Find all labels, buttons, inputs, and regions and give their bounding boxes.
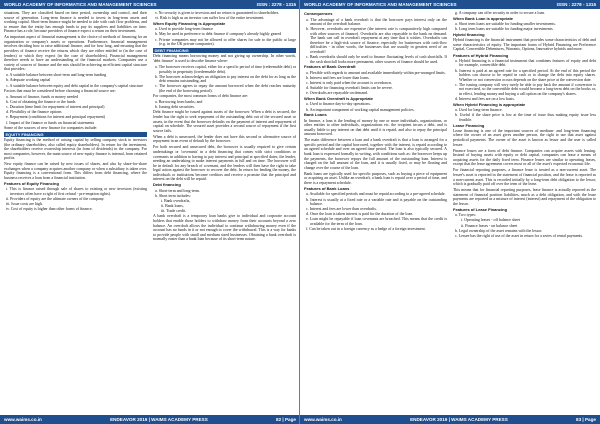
list-item: e. Overdrafts are repayable on demand. (306, 90, 368, 96)
page-number: 82 | Page (276, 417, 296, 422)
list-item: vi. Risk is high as an investor can suffer loss of the entire investment. (155, 15, 265, 21)
subheading: Features of Bank Loans (304, 186, 350, 192)
text-column (304, 11, 447, 413)
issn: ISSN : 2278 - 1315 (556, 2, 596, 7)
paragraph: Finance leases are a form of debt finance. Companies can acquire assets with leasing. Instead of buying assets with equity or debt capital, companies can lease a means of acquiring assets for the daily fixed term. Finance leases are similar to operating leases, except that the lease agreement covers most or all of the asset's expected economic life. (453, 147, 596, 167)
paragraph: In finance, a loan is the lending of money by one or more individuals, organizations, or other entities to other individuals, organizations etc. the recipient incurs a debt, and is usually liable to pay interest on that debt until it is repaid, and also to repay the principal amount borrowed. (304, 117, 447, 137)
list-item: e. Repayment (conditions for interest and principal repayment) (6, 114, 106, 120)
list-item: b. The borrower acknowledges an obligation to pay interest on the debt for as long as the debt remains outstanding, and (155, 73, 296, 84)
text-column (453, 11, 596, 413)
subheading: Debt financing (153, 182, 181, 188)
list-item: a. Available for specified periods and must be repaid according to a pre-agreed schedule. (306, 191, 446, 197)
list-item: a. Used for long-term finance. (455, 107, 503, 113)
footer-website[interactable]: www.waims.co.in (4, 417, 42, 422)
paragraph: A bank overdraft is a temporary loan banks give to individual and corporate account holders that enable those holders to withdraw money from their accounts beyond a zero balance. An overdraft allows the individual to continue withdrawing money even if the account has no funds in it or not enough to cover the withdrawal. This is a way for banks to provide people with small and medium sized businesses. Obtaining a bank overdraft is normally easier than a bank loan because of its short-term nature. (153, 213, 296, 242)
paragraph: Bank loans are typically used for specific purposes, such as buying a piece of equipment or acquiring an asset. Unlike an overdraft, a bank loan is repaid over a period of time, and there is a repayment schedule. (304, 170, 447, 185)
list-item: iii. Issue costs are high. (6, 201, 43, 207)
list-item: ii. Providers of equity are the ultimate owners of the company. (6, 196, 105, 202)
subheading: When Hybrid Financing is appropriate (453, 101, 526, 107)
list-item: c. Lessee has the right of use of the asset in return for a series of rental payments. (455, 232, 584, 238)
journal-title: WORLD ACADEMY OF INFORMATICS AND MANAGEMENT SCIENCES (304, 2, 457, 7)
subheading: Hybrid financing (453, 31, 485, 37)
paragraph: situations. They are classified based on time period, ownership and control, and their source of generation. Long-term finance is needed to invest in long-term assets and working capital. Short-term finance might be needed to tide with cash flow problems, and to ensure that the entity has enough funds to pay its suppliers and liabilities on time. Finance has a role, because providers of finance expect a return on their investment. (4, 11, 147, 34)
list-item: c. Interest is only paid when the account is overdrawn. (306, 80, 392, 85)
list-item: a. Two types: (455, 212, 476, 218)
list-item: c. The issuing company will very rarely be able to pay back the amount if conversion is not exercised, so the convertible debt would become a long-term debt on the books or, in effect, lending money and buying a call option on the company's shares. (455, 81, 596, 96)
list-item: a. Amount of finance, funds or money needed (6, 93, 79, 99)
list-item: b. Cost of obtaining the finance or the funds (6, 99, 76, 104)
page-header (300, 0, 600, 9)
list-item: b. Legal ownership of the asset remains with the lessor. (455, 227, 543, 233)
paragraph: Debt financing means borrowing money and not giving up ownership. In other words, 'debt finance' is used to describe finance where: (153, 53, 296, 63)
list-item: b. Interest is usually at a fixed rate or a variable rate and is payable on the outstanding balance. (306, 196, 447, 207)
subheading: When Equity Financing is Appropriate (153, 20, 226, 26)
paragraph: Hybrid financing is the financial instrument that provides some characteristics of debt and some characteristics of equity. The important forms of Hybrid Financing are Preference Capital, Convertible Debentures, Warrants, Options, Innovative hybrids and more. (453, 37, 596, 52)
list-item: a. The borrower receives capital, either for a specific period of time (redeemable debt) or possibly in perpetuity (irredeemable debt). (155, 63, 296, 74)
list-item: a. Flexible with regards to amount and available immediately within pre-arranged limits. (306, 69, 446, 75)
issn: ISSN : 2278 - 1315 (256, 2, 296, 7)
list-item: a. A suitable balance between short-term and long-term funding (6, 72, 107, 78)
list-item: d. Suitable for financing overdraft limits can be severe. (306, 85, 393, 91)
subheading: When Bank Overdraft is Appropriate (304, 96, 373, 102)
subheading: Features of Bank Overdraft (304, 64, 356, 70)
list-item: c. Interest and fees are lower than overdrafts. (306, 206, 377, 212)
list-item: v. No security is given to investors and no return is guaranteed to shareholders. (155, 11, 280, 15)
list-item: b. Interest and fees are lower than loans. (306, 74, 370, 80)
list-item: b. Short term includes: (155, 192, 191, 198)
paragraph: For companies, the most common forms of debt finance are: (153, 93, 249, 99)
footer-center-text: ENDEAVOR 2019 | WAIMS ACADEMY PRESS (110, 417, 208, 422)
list-item: d. Interest and fees are on a low basis. (455, 96, 515, 102)
paragraph: Equity financing is the method of raising capital by selling company stock to investors (the ordinary shareholders, also called equity shareholders). In return for the investment, the shareholders receive ownership interests (in form of dividends) in the company. For most companies, however, the main source of new equity finance is internal, from retained profits. (4, 137, 147, 161)
paragraph: Factors that must be considered before choosing a financial source are: (4, 87, 116, 93)
list-item: i. Bank overdrafts, (161, 198, 191, 204)
list-item: a. Borrowing from banks; and (155, 99, 203, 105)
list-item: b. Useful if the share price is low at the time of issue thus making equity issue less feasible. (455, 112, 596, 122)
list-item: i. This is finance raised through sale of shares to existing or new investors (existing investors often have a right of first refusal - pre-emption rights). (6, 186, 147, 197)
page-columns (304, 11, 596, 413)
paragraph: An important aspect of financial management is the choice of methods of financing for an organization or company's assets or operations. Furthermore, financial management involves deciding how to raise additional finance, and for how long, and ensuring that the providers of finance receive the returns which they are either entitled to (in the case of lenders) or which they expect (in the case of shareholders). Financial management therefore needs to have an understanding of the financial markets. Companies use a variety of sources of finance and the mix should be achieving an efficient capital structure that provides: (4, 34, 147, 72)
paragraph: This means that for financial reporting purposes, lease finance is actually reported as the statement of financial position liabilities, much as a debt obligation, and with the lease payments are reported as a mixture of interest (interest) and repayment of the obligation to the lessor. (453, 187, 596, 206)
list-item: c. Private companies may not be allowed to offer shares for sale to the public at large (e.g. in the UK private companies). (155, 36, 296, 47)
list-item: b. May be used in preference to debt finance if company's already highly geared (155, 31, 282, 37)
paragraph: Some of the sources of new finance for companies include: (4, 124, 98, 130)
paragraph: Debt finance might be issued against assets of the borrower. When a debt is secured, the lender has the right to seek repayment of the outstanding debt out of the secured asset or assets, in the event that the borrower defaults on the payment of interest and repayment of capital on schedule. The secured asset provides a second source of repayment if the first source fails. (153, 109, 296, 133)
subheading: Features of Equity Financing (4, 181, 59, 187)
paragraph: Lease financing is one of the important sources of medium- and long-term financing where the owner of an asset gives another person, the right to use that asset against periodical payments. The owner of the asset is known as lessor and the user is called lessee. (453, 127, 596, 147)
page-number: 83 | Page (576, 417, 596, 422)
list-item: d. Flexibility of the finance options (6, 109, 62, 115)
section-heading: EQUITY FINANCING (4, 132, 147, 137)
subheading: Bank Loans (304, 112, 327, 118)
subheading: When Bank Loan is appropriate (453, 15, 514, 21)
subheading: Features of Hybrid Financing (453, 52, 509, 58)
list-item: c. The borrower agrees to repay the amount borrowed when the debt reaches maturity (the end of the borrowing period). (155, 83, 296, 93)
page-footer (0, 415, 300, 424)
paragraph: The main difference between a loan and a bank overdraft is that a loan is arranged for a specific period and the capital borrowed, together with the interest, is repaid according to an agreed schedule and over an agreed time period. The loan is also typically secured. A bank loan is expressed formally in writing, with conditions such as: the borrower keeps up the payments, the borrower repays the full amount of the outstanding loan. Interest is charged on the full amount of the loan, and it is usually fixed, or may be floating and change over the course of the loan. (304, 137, 447, 170)
list-item: b. Adequate working capital (6, 77, 51, 83)
page-header (0, 0, 300, 9)
list-item: iv. Cost of equity is higher than other forms of finance. (6, 206, 93, 212)
list-item: a. Hybrid financing is a financial instrument that combines features of equity and debt for example, convertible debt. (455, 57, 596, 68)
list-item: c. Duration (time limit for repayment of interest and principal) (6, 104, 105, 110)
list-item: a. Used to finance day-to-day operations. (306, 101, 371, 107)
right-page (300, 0, 600, 424)
subheading: Features of Lease Financing (453, 207, 508, 212)
list-item: d. Once the loan is taken interest is paid for the duration of the loan. (306, 211, 414, 217)
list-item: b. However, overdrafts are expensive (the interest rate is comparatively high compared with other sources of finance). Overdrafts are also repayable to the bank on demand. The bank can call in overdraft repayment at any time that it wishes. Overdrafts can therefore be a high-risk source of finance, especially for businesses with cash-flow difficulties - in other words, the businesses that are usually in greatest need of an overdraft! (306, 26, 447, 54)
section-heading: DEBT FINANCING (153, 48, 296, 53)
list-item: c. Bank overdrafts should only be used to finance fluctuating levels of cash shortfalls. If the cash shortfall looks more permanent, other sources of finance should be used. (306, 54, 447, 64)
list-item: e. Loan might be repayable if loan covenants are breached. This means that the credit is available for the term of the loan. (306, 216, 447, 227)
list-item: b. Issuing debt securities. (155, 104, 195, 110)
list-item: b. An important component of working capital management policies. (306, 106, 415, 112)
list-item: ii. Finance leases - on balance sheet (461, 222, 518, 228)
paragraph: When a debt is unsecured, the lender does not have this second or alternative source of repayment in an event of default by the borrower. (153, 133, 296, 144)
list-item: a. The advantage of a bank overdraft is that the borrower pays interest only on the amount of the overdraft balance. (306, 16, 447, 27)
footer-website[interactable]: www.waims.co.in (304, 417, 342, 422)
subheading: Lease Financing (453, 122, 485, 128)
footer-center-text: ENDEAVOR 2019 | WAIMS ACADEMY PRESS (410, 417, 508, 422)
subheading: Consequences (304, 11, 333, 17)
page-footer (300, 415, 600, 424)
list-item: f. Impact of the finance or funds on financial statements (6, 119, 95, 125)
list-item: b. Interest is paid at an agreed rate for a specified period. At the end of this period the holders can choose to be repaid in cash or to change the debt into equity shares. Whether or not conversion occurs depends on the share price at the conversion date. (455, 67, 596, 82)
paragraph: New equity finance can be raised by new issues of shares, and also by share-for-share exchanges when a company acquires another company or when a subsidiary is taken over. Equity financing is a conventional form. This differs from debt financing, where the business receives a loan from a financial institution. (4, 161, 147, 180)
list-item: g. A company can offer security in order to secure a loan. (455, 11, 546, 15)
list-item: b. Long term loans are suitable for funding major investments. (455, 26, 554, 32)
list-item: f. Can be taken out in a foreign currency as a hedge of a foreign investment. (306, 226, 426, 232)
list-item: ii. Bank loans, (161, 203, 184, 209)
page-columns (4, 11, 296, 413)
list-item: c. A suitable balance between equity and debt capital in the company's capital structure (6, 82, 143, 88)
paragraph: For both secured and unsecured debt, the borrower is usually required to give certain undertakings or 'covenants' in a debt financing that comes with strict conditions or covenants in addition to having to pay interest and principal at specified dates; the lender, needing an undertaking to make interest payments in full and on time. The borrower will be in default for any breach of covenant, and the lenders will then have the right to take legal action against the borrower to recover the debt. In return for lending the money, the individuals or institutions become creditors and receive a promise that the principal and interest on the debt will be repaid. (153, 144, 296, 182)
list-item: iii. Trade credit. (161, 208, 187, 214)
list-item: i. Operating leases - off balance sheet (461, 217, 521, 223)
text-column (4, 11, 147, 413)
text-column (153, 11, 296, 413)
list-item: a. Used to provide long-term finance (155, 26, 213, 32)
journal-title: WORLD ACADEMY OF INFORMATICS AND MANAGEMENT SCIENCES (4, 2, 157, 7)
paragraph: For financial reporting purposes, a finance lease is treated as a non-current asset. The lessee's asset is reported in the statement of financial position, and the lease is reported as a non-current asset. This is recorded initially by a long-term debt obligation to the lessor, which is gradually paid off over the term of the lease. (453, 167, 596, 187)
list-item: a. Short-term and long-term. (155, 187, 200, 193)
list-item: a. Short term loans are suitable for funding smaller investments. (455, 21, 556, 27)
